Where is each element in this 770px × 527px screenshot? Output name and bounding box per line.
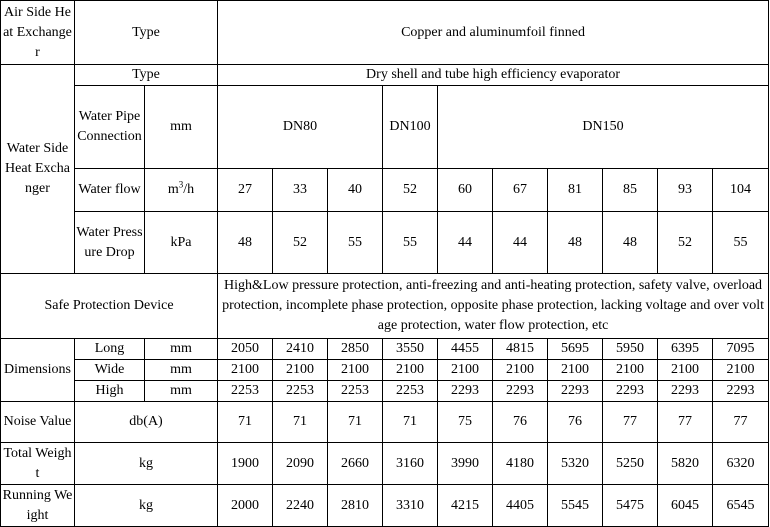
noise-row [1, 402, 769, 443]
noise-label: Noise Value [1, 402, 75, 443]
table-cell: 44 [438, 212, 493, 274]
table-cell: 2293 [438, 381, 493, 402]
table-cell: 2660 [328, 443, 383, 485]
table-cell: 48 [603, 212, 658, 274]
water-flow-row [1, 169, 769, 212]
running-weight-row [1, 485, 769, 527]
table-cell: 5695 [548, 339, 603, 360]
table-cell: 1900 [218, 443, 273, 485]
table-cell: 55 [713, 212, 769, 274]
table-cell: 48 [548, 212, 603, 274]
unit-base: m [167, 182, 179, 197]
table-cell: 2293 [713, 381, 769, 402]
water-flow-label: Water flow [75, 169, 145, 212]
table-cell: 2100 [328, 360, 383, 381]
table-cell: 5250 [603, 443, 658, 485]
table-cell: 2090 [273, 443, 328, 485]
table-cell: 6320 [713, 443, 769, 485]
table-cell: 40 [328, 169, 383, 212]
table-cell: 2100 [658, 360, 713, 381]
table-cell: 2240 [273, 485, 328, 527]
dimension-name: Long [75, 339, 145, 360]
table-cell: 44 [493, 212, 548, 274]
table-cell: 5950 [603, 339, 658, 360]
table-cell: 2253 [383, 381, 438, 402]
table-cell: 4815 [493, 339, 548, 360]
dimension-row-high [1, 381, 769, 402]
table-cell: 6045 [658, 485, 713, 527]
water-drop-unit: kPa [145, 212, 218, 274]
table-cell: 27 [218, 169, 273, 212]
protection-label: Safe Protection Device [1, 274, 218, 339]
dimension-name: High [75, 381, 145, 402]
table-cell: 2253 [328, 381, 383, 402]
unit-tail: /h [183, 182, 195, 197]
water-type-value: Dry shell and tube high efficiency evaporator [218, 65, 769, 86]
table-cell: 3550 [383, 339, 438, 360]
water-pipe-unit: mm [145, 86, 218, 169]
table-cell: 60 [438, 169, 493, 212]
table-cell: 2293 [658, 381, 713, 402]
table-cell: 52 [273, 212, 328, 274]
pipe-group-dn80: DN80 [218, 86, 383, 169]
table-cell: 2810 [328, 485, 383, 527]
table-cell: 2410 [273, 339, 328, 360]
dimensions-label: Dimensions [1, 339, 75, 402]
table-cell: 55 [328, 212, 383, 274]
air-side-label: Air Side Heat Exchanger [1, 1, 75, 65]
pipe-group-dn150: DN150 [438, 86, 769, 169]
table-cell: 2293 [548, 381, 603, 402]
unit-sup: 3 [178, 179, 184, 190]
table-cell: 2100 [218, 360, 273, 381]
table-cell: 2100 [603, 360, 658, 381]
table-cell: 2293 [603, 381, 658, 402]
dimension-unit: mm [145, 339, 218, 360]
total-weight-label: Total Weight [1, 443, 75, 485]
table-cell: 71 [218, 402, 273, 443]
table-cell: 93 [658, 169, 713, 212]
noise-unit: db(A) [75, 402, 218, 443]
table-cell: 4215 [438, 485, 493, 527]
air-type-value: Copper and aluminumfoil finned [218, 1, 769, 65]
dimension-unit: mm [145, 360, 218, 381]
running-weight-unit: kg [75, 485, 218, 527]
table-cell: 71 [383, 402, 438, 443]
table-cell: 4180 [493, 443, 548, 485]
total-weight-unit: kg [75, 443, 218, 485]
table-cell: 52 [658, 212, 713, 274]
dimension-row-long [1, 339, 769, 360]
total-weight-row [1, 443, 769, 485]
table-cell: 4405 [493, 485, 548, 527]
table-cell: 2293 [493, 381, 548, 402]
water-type-row [1, 65, 769, 86]
table-cell: 2253 [218, 381, 273, 402]
table-cell: 5475 [603, 485, 658, 527]
water-flow-unit [145, 169, 218, 212]
table-cell: 2100 [383, 360, 438, 381]
dimension-unit: mm [145, 381, 218, 402]
water-drop-row [1, 212, 769, 274]
table-cell: 2100 [713, 360, 769, 381]
pipe-group-dn100: DN100 [383, 86, 438, 169]
table-cell: 5820 [658, 443, 713, 485]
running-weight-label: Running Weight [1, 485, 75, 527]
table-cell: 7095 [713, 339, 769, 360]
table-cell: 85 [603, 169, 658, 212]
water-type-label: Type [75, 65, 218, 86]
table-cell: 55 [383, 212, 438, 274]
table-cell: 2100 [493, 360, 548, 381]
dimension-name: Wide [75, 360, 145, 381]
table-cell: 2100 [273, 360, 328, 381]
table-cell: 76 [548, 402, 603, 443]
table-cell: 75 [438, 402, 493, 443]
table-cell: 48 [218, 212, 273, 274]
table-cell: 6395 [658, 339, 713, 360]
table-cell: 6545 [713, 485, 769, 527]
table-cell: 3990 [438, 443, 493, 485]
table-cell: 76 [493, 402, 548, 443]
water-pipe-row [1, 86, 769, 169]
table-cell: 71 [273, 402, 328, 443]
table-cell: 2100 [438, 360, 493, 381]
water-side-label: Water Side Heat Exchanger [1, 65, 75, 274]
table-cell: 81 [548, 169, 603, 212]
air-side-row [1, 1, 769, 65]
table-cell: 2100 [548, 360, 603, 381]
water-drop-label: Water Pressure Drop [75, 212, 145, 274]
table-cell: 3310 [383, 485, 438, 527]
water-pipe-label: Water Pipe Connection [75, 86, 145, 169]
air-type-label: Type [75, 1, 218, 65]
table-cell: 2050 [218, 339, 273, 360]
table-cell: 77 [603, 402, 658, 443]
table-cell: 5320 [548, 443, 603, 485]
table-cell: 67 [493, 169, 548, 212]
protection-value: High&Low pressure protection, anti-freezing and anti-heating protection, safety valve, overload protection, incomplete phase protection, opposite phase protection, lacking voltage and over voltage protection, water flow protection, etc [218, 274, 769, 339]
table-cell: 77 [658, 402, 713, 443]
table-cell: 5545 [548, 485, 603, 527]
table-cell: 33 [273, 169, 328, 212]
table-cell: 104 [713, 169, 769, 212]
table-cell: 2253 [273, 381, 328, 402]
table-cell: 4455 [438, 339, 493, 360]
table-cell: 71 [328, 402, 383, 443]
table-cell: 77 [713, 402, 769, 443]
dimension-row-wide [1, 360, 769, 381]
table-cell: 2000 [218, 485, 273, 527]
table-cell: 52 [383, 169, 438, 212]
protection-row [1, 274, 769, 339]
table-cell: 2850 [328, 339, 383, 360]
table-cell: 3160 [383, 443, 438, 485]
